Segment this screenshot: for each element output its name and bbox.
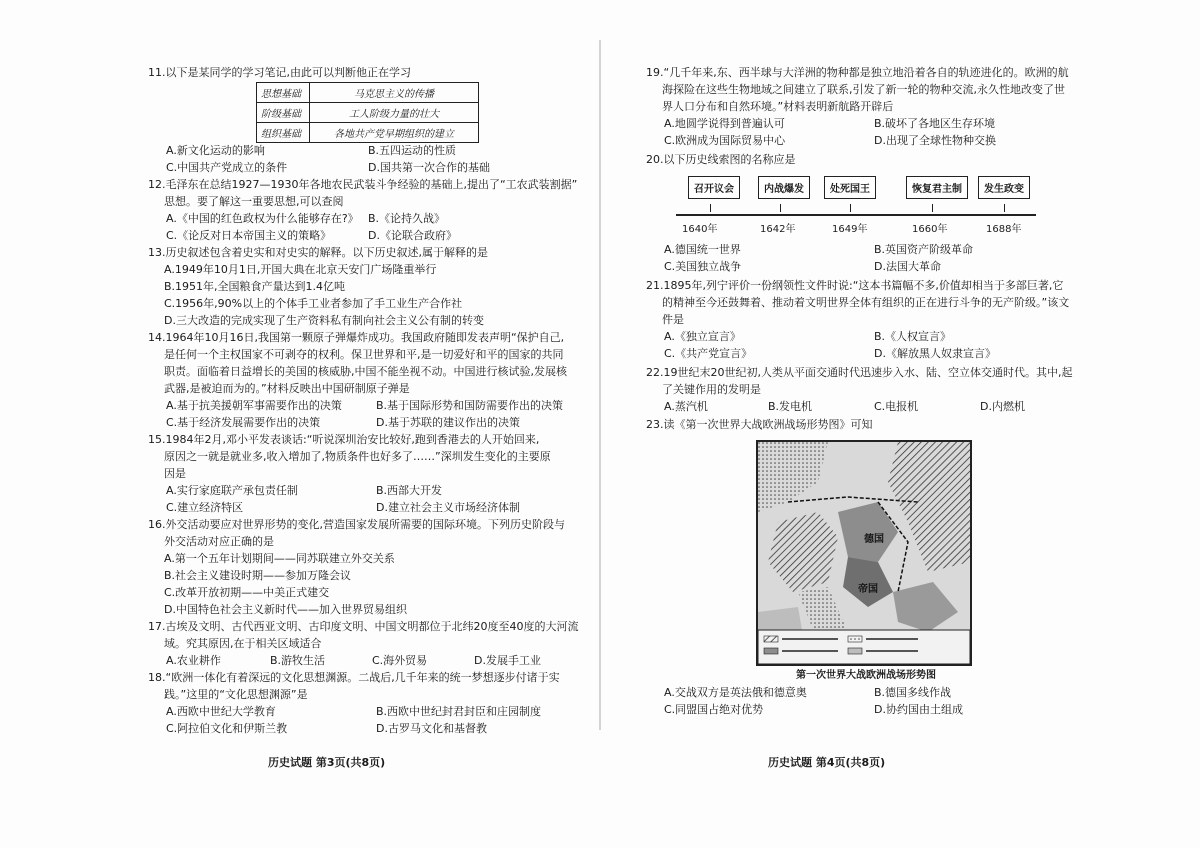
question-16 bbox=[148, 516, 600, 618]
timeline-year: 1642年 bbox=[760, 224, 796, 235]
table-row bbox=[257, 123, 479, 143]
option-d[interactable]: D.古罗马文化和基督教 bbox=[376, 722, 487, 735]
option-b[interactable]: B.发电机 bbox=[768, 400, 813, 413]
option-a[interactable]: A.交战双方是英法俄和德意奥 bbox=[664, 686, 807, 699]
option-c[interactable]: C.欧洲成为国际贸易中心 bbox=[664, 134, 786, 147]
question-21 bbox=[646, 277, 1200, 362]
question-stem: 海探险在这些生物地域之间建立了联系,引发了新一轮的物种交流,永久性地改变了世 bbox=[662, 83, 1065, 96]
option-a[interactable]: A.新文化运动的影响 bbox=[166, 144, 265, 157]
option-c[interactable]: C.《论反对日本帝国主义的策略》 bbox=[166, 229, 332, 242]
question-stem: 件是 bbox=[662, 313, 684, 326]
question-22 bbox=[646, 364, 1200, 415]
option-c[interactable]: C.阿拉伯文化和伊斯兰教 bbox=[166, 722, 288, 735]
option-d[interactable]: D.内燃机 bbox=[980, 400, 1025, 413]
question-19 bbox=[646, 64, 1200, 149]
note-value: 各地共产党早期组织的建立 bbox=[310, 123, 479, 143]
question-15 bbox=[148, 431, 600, 516]
option-b[interactable]: B.《论持久战》 bbox=[368, 212, 446, 225]
question-20-options bbox=[664, 241, 1200, 275]
question-stem: 19.“几千年来,东、西半球与大洋洲的物种都是独立地沿着各自的轨迹进化的。欧洲的航 bbox=[646, 66, 1069, 79]
timeline-tick bbox=[850, 204, 851, 212]
right-page bbox=[600, 0, 1200, 848]
option-c[interactable]: C.基于经济发展需要作出的决策 bbox=[166, 416, 321, 429]
question-stem: 是任何一个主权国家不可剥夺的权利。保卫世界和平,是一切爱好和平的国家的共同 bbox=[164, 348, 564, 361]
table-row bbox=[257, 83, 479, 103]
map-drawing bbox=[758, 442, 970, 664]
note-key: 阶级基础 bbox=[257, 103, 310, 123]
option-d[interactable]: D.国共第一次合作的基础 bbox=[368, 161, 490, 174]
option-a[interactable]: A.农业耕作 bbox=[166, 654, 221, 667]
option-b[interactable]: B.西欧中世纪封君封臣和庄园制度 bbox=[376, 705, 542, 718]
map-caption: 第一次世界大战欧洲战场形势图 bbox=[796, 670, 936, 681]
option-d[interactable]: D.三大改造的完成实现了生产资料私有制向社会主义公有制的转变 bbox=[164, 314, 484, 327]
option-a[interactable]: A.《中国的红色政权为什么能够存在?》 bbox=[166, 212, 359, 225]
question-stem: 23.读《第一次世界大战欧洲战场形势图》可知 bbox=[646, 418, 873, 431]
map-label: 德国 bbox=[864, 534, 884, 545]
question-stem: 外交活动对应正确的是 bbox=[164, 535, 274, 548]
timeline-year: 1640年 bbox=[682, 224, 718, 235]
question-11-options bbox=[166, 142, 600, 176]
option-a[interactable]: A.第一个五年计划期间——同苏联建立外交关系 bbox=[164, 552, 395, 565]
question-stem: 22.19世纪末20世纪初,人类从平面交通时代迅速步入水、陆、空立体交通时代。其中,起 bbox=[646, 366, 1073, 379]
question-23-options bbox=[664, 684, 1200, 718]
option-d[interactable]: D.协约国由土组成 bbox=[874, 703, 963, 716]
question-12 bbox=[148, 176, 600, 244]
question-stem: 了关键作用的发明是 bbox=[662, 383, 761, 396]
table-row bbox=[257, 103, 479, 123]
option-b[interactable]: B.西部大开发 bbox=[376, 484, 443, 497]
option-a[interactable]: A.德国统一世界 bbox=[664, 243, 741, 256]
wwi-europe-map bbox=[756, 440, 972, 666]
study-notes-table bbox=[256, 82, 479, 143]
timeline-event: 处死国王 bbox=[824, 176, 876, 199]
question-stem: 15.1984年2月,邓小平发表谈话:“听说深圳治安比较好,跑到香港去的人开始回来, bbox=[148, 433, 540, 446]
question-stem: 因是 bbox=[164, 467, 186, 480]
note-value: 工人阶级力量的壮大 bbox=[310, 103, 479, 123]
option-c[interactable]: C.电报机 bbox=[874, 400, 919, 413]
question-11 bbox=[148, 64, 600, 81]
option-b[interactable]: B.英国资产阶级革命 bbox=[874, 243, 974, 256]
question-stem: 18.“欧洲一体化有着深远的文化思想渊源。二战后,几千年来的统一梦想逐步付诸于实 bbox=[148, 671, 560, 684]
option-d[interactable]: D.基于苏联的建议作出的决策 bbox=[376, 416, 520, 429]
option-b[interactable]: B.《人权宣言》 bbox=[874, 330, 952, 343]
timeline-event: 发生政变 bbox=[978, 176, 1030, 199]
option-d[interactable]: D.《解放黑人奴隶宣言》 bbox=[874, 347, 996, 360]
note-value: 马克思主义的传播 bbox=[310, 83, 479, 103]
timeline-year: 1688年 bbox=[986, 224, 1022, 235]
option-c[interactable]: C.美国独立战争 bbox=[664, 260, 742, 273]
timeline-event: 召开议会 bbox=[688, 176, 740, 199]
note-key: 组织基础 bbox=[257, 123, 310, 143]
option-a[interactable]: A.地圆学说得到普遍认可 bbox=[664, 117, 785, 130]
option-c[interactable]: C.建立经济特区 bbox=[166, 501, 244, 514]
question-stem: 武器,是被迫而为的。”材料反映出中国研制原子弹是 bbox=[164, 382, 410, 395]
question-18 bbox=[148, 669, 600, 737]
option-c[interactable]: C.1956年,90%以上的个体手工业者参加了手工业生产合作社 bbox=[164, 297, 463, 310]
question-stem: 界人口分布和自然环境。”材料表明新航路开辟后 bbox=[662, 100, 894, 113]
question-stem: 20.以下历史线索图的名称应是 bbox=[646, 153, 796, 166]
option-a[interactable]: A.西欧中世纪大学教育 bbox=[166, 705, 276, 718]
question-20 bbox=[646, 151, 1200, 168]
timeline-event: 内战爆发 bbox=[758, 176, 810, 199]
timeline-year: 1660年 bbox=[912, 224, 948, 235]
question-stem: 17.古埃及文明、古代西亚文明、古印度文明、中国文明都位于北纬20度至40度的大河流 bbox=[148, 620, 579, 633]
option-b[interactable]: B.1951年,全国粮食产量达到1.4亿吨 bbox=[164, 280, 346, 293]
question-23 bbox=[646, 416, 1200, 433]
option-d[interactable]: D.《论联合政府》 bbox=[368, 229, 457, 242]
question-stem: 14.1964年10月16日,我国第一颗原子弹爆炸成功。我国政府随即发表声明“保护自己, bbox=[148, 331, 565, 344]
question-stem: 职责。面临着日益增长的美国的核威胁,中国不能坐视不动。中国进行核试验,发展核 bbox=[164, 365, 567, 378]
page-footer: 历史试题 第3页(共8页) bbox=[268, 756, 386, 769]
question-17 bbox=[148, 618, 600, 669]
option-c[interactable]: C.中国共产党成立的条件 bbox=[166, 161, 288, 174]
option-a[interactable]: A.蒸汽机 bbox=[664, 400, 708, 413]
option-a[interactable]: A.1949年10月1日,开国大典在北京天安门广场隆重举行 bbox=[164, 263, 437, 276]
question-stem: 原因之一就是就业多,收入增加了,物质条件也好多了……”深圳发生变化的主要原 bbox=[164, 450, 551, 463]
question-stem: 践。”这里的“文化思想渊源”是 bbox=[164, 688, 308, 701]
timeline-axis bbox=[676, 214, 1036, 216]
option-d[interactable]: D.发展手工业 bbox=[474, 654, 541, 667]
question-stem: 思想。要了解这一重要思想,可以查阅 bbox=[164, 195, 344, 208]
option-b[interactable]: B.游牧生活 bbox=[270, 654, 326, 667]
question-stem: 12.毛泽东在总结1927—1930年各地农民武装斗争经验的基础上,提出了“工农武装割据” bbox=[148, 178, 578, 191]
option-c[interactable]: C.《共产党宣言》 bbox=[664, 347, 753, 360]
option-a[interactable]: A.基于抗美援朝军事需要作出的决策 bbox=[166, 399, 342, 412]
option-c[interactable]: C.海外贸易 bbox=[372, 654, 428, 667]
option-d[interactable]: D.出现了全球性物种交换 bbox=[874, 134, 996, 147]
timeline-year: 1649年 bbox=[832, 224, 868, 235]
option-a[interactable]: A.《独立宣言》 bbox=[664, 330, 741, 343]
question-stem: 21.1895年,列宁评价一份纲领性文件时说:“这本书篇幅不多,价值却相当于多部巨著,它 bbox=[646, 279, 1064, 292]
option-a[interactable]: A.实行家庭联产承包责任制 bbox=[166, 484, 298, 497]
option-b[interactable]: B.德国多线作战 bbox=[874, 686, 952, 699]
question-stem: 的精神至今还鼓舞着、推动着文明世界全体有组织的正在进行斗争的无产阶级。”该文 bbox=[662, 296, 1070, 309]
timeline-tick bbox=[710, 204, 711, 212]
option-c[interactable]: C.同盟国占绝对优势 bbox=[664, 703, 764, 716]
page-footer: 历史试题 第4页(共8页) bbox=[768, 756, 886, 769]
question-14 bbox=[148, 329, 600, 431]
timeline-tick bbox=[780, 204, 781, 212]
option-b[interactable]: B.破坏了各地区生存环境 bbox=[874, 117, 996, 130]
note-key: 思想基础 bbox=[257, 83, 310, 103]
timeline-tick bbox=[1004, 204, 1005, 212]
question-stem: 域。究其原因,在于相关区域适合 bbox=[164, 637, 322, 650]
option-b[interactable]: B.社会主义建设时期——参加万隆会议 bbox=[164, 569, 352, 582]
option-c[interactable]: C.改革开放初期——中美正式建交 bbox=[164, 586, 330, 599]
option-d[interactable]: D.中国特色社会主义新时代——加入世界贸易组织 bbox=[164, 603, 407, 616]
timeline-tick bbox=[932, 204, 933, 212]
option-b[interactable]: B.基于国际形势和国防需要作出的决策 bbox=[376, 399, 564, 412]
question-stem: 11.以下是某同学的学习笔记,由此可以判断他正在学习 bbox=[148, 66, 411, 79]
timeline-event: 恢复君主制 bbox=[906, 176, 968, 199]
option-b[interactable]: B.五四运动的性质 bbox=[368, 144, 457, 157]
option-d[interactable]: D.法国大革命 bbox=[874, 260, 941, 273]
map-label: 帝国 bbox=[858, 584, 878, 595]
option-d[interactable]: D.建立社会主义市场经济体制 bbox=[376, 501, 520, 514]
question-stem: 16.外交活动要应对世界形势的变化,营造国家发展所需要的国际环境。下列历史阶段与 bbox=[148, 518, 565, 531]
question-13 bbox=[148, 244, 600, 329]
question-stem: 13.历史叙述包含着史实和对史实的解释。以下历史叙述,属于解释的是 bbox=[148, 246, 488, 259]
